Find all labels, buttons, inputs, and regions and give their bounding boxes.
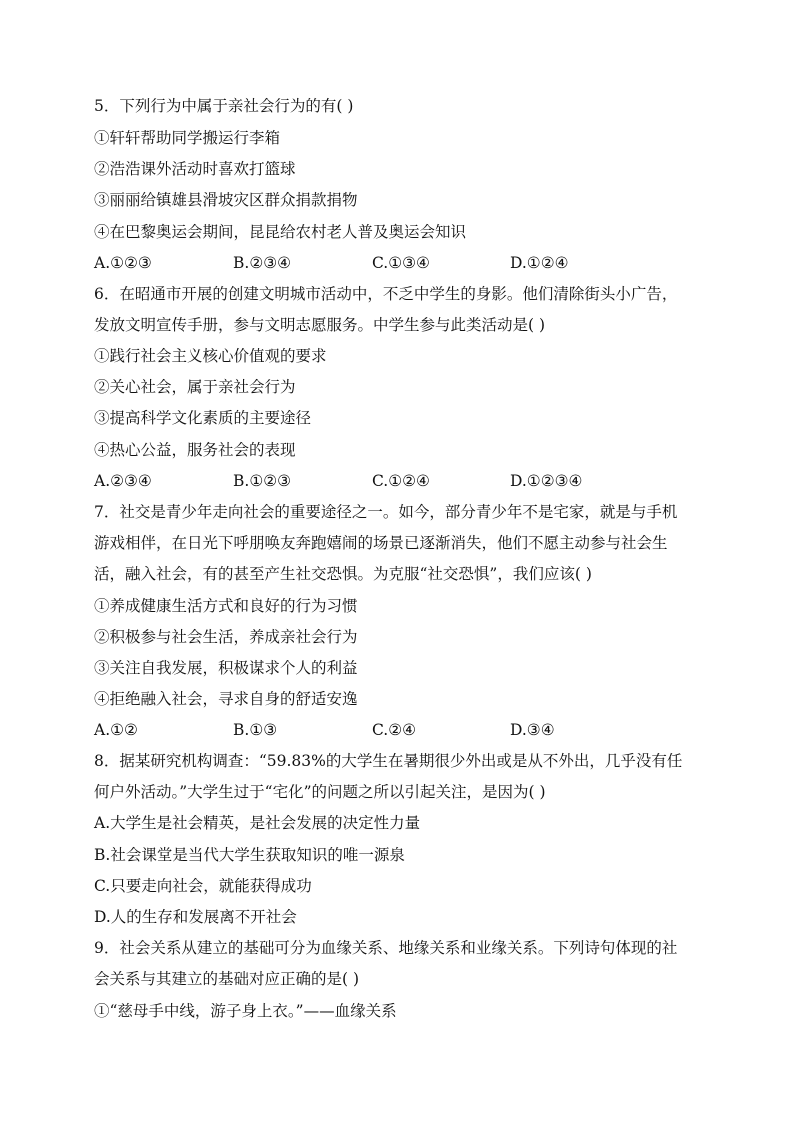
q6-statement-3: ③提高科学文化素质的主要途径 bbox=[94, 409, 312, 427]
q9-stem-line-1: 9．社会关系从建立的基础可分为血缘关系、地缘关系和业缘关系。下列诗句体现的社 bbox=[94, 939, 678, 957]
q6-option-d[interactable]: D.①②③④ bbox=[510, 472, 583, 490]
q6-option-c[interactable]: C.①②④ bbox=[372, 472, 430, 490]
q6-statement-2: ②关心社会，属于亲社会行为 bbox=[94, 378, 296, 396]
q6-option-b[interactable]: B.①②③ bbox=[233, 472, 292, 490]
q6-stem-line-1: 6．在昭通市开展的创建文明城市活动中，不乏中学生的身影。他们清除街头小广告， bbox=[94, 285, 678, 303]
q8-option-b[interactable]: B.社会课堂是当代大学生获取知识的唯一源泉 bbox=[94, 846, 405, 864]
q5-option-b[interactable]: B.②③④ bbox=[233, 254, 292, 272]
q6-stem-line-2: 发放文明宣传手册，参与文明志愿服务。中学生参与此类活动是( ) bbox=[94, 316, 546, 334]
q9-stem-line-2: 会关系与其建立的基础对应正确的是( ) bbox=[94, 970, 360, 988]
q5-option-d[interactable]: D.①②④ bbox=[510, 254, 569, 272]
q5-option-c[interactable]: C.①③④ bbox=[372, 254, 430, 272]
q8-option-c[interactable]: C.只要走向社会，就能获得成功 bbox=[94, 877, 312, 895]
q7-stem-line-1: 7．社交是青少年走向社会的重要途径之一。如今，部分青少年不是宅家，就是与手机 bbox=[94, 503, 678, 521]
q7-option-d[interactable]: D.③④ bbox=[510, 721, 555, 739]
q7-option-b[interactable]: B.①③ bbox=[233, 721, 278, 739]
q8-option-a[interactable]: A.大学生是社会精英，是社会发展的决定性力量 bbox=[94, 814, 421, 832]
q5-statement-3: ③丽丽给镇雄县滑坡灾区群众捐款捐物 bbox=[94, 191, 358, 209]
q7-stem-line-2: 游戏相伴，在日光下呼朋唤友奔跑嬉闹的场景已逐渐消失，他们不愿主动参与社会生 bbox=[94, 534, 668, 552]
q6-statement-1: ①践行社会主义核心价值观的要求 bbox=[94, 347, 327, 365]
q8-option-d[interactable]: D.人的生存和发展离不开社会 bbox=[94, 908, 297, 926]
q8-stem-line-1: 8．据某研究机构调查：“59.83%的大学生在暑期很少外出或是从不外出，几乎没有任 bbox=[94, 752, 683, 770]
q6-statement-4: ④热心公益，服务社会的表现 bbox=[94, 441, 296, 459]
q6-option-a[interactable]: A.②③④ bbox=[94, 472, 152, 490]
q7-statement-3: ③关注自我发展，积极谋求个人的利益 bbox=[94, 659, 358, 677]
q7-option-c[interactable]: C.②④ bbox=[372, 721, 417, 739]
q7-statement-1: ①养成健康生活方式和良好的行为习惯 bbox=[94, 597, 358, 615]
q7-statement-4: ④拒绝融入社会，寻求自身的舒适安逸 bbox=[94, 690, 358, 708]
q7-statement-2: ②积极参与社会生活，养成亲社会行为 bbox=[94, 628, 358, 646]
q9-statement-1: ①“慈母手中线，游子身上衣。”——血缘关系 bbox=[94, 1002, 397, 1020]
q5-statement-4: ④在巴黎奥运会期间，昆昆给农村老人普及奥运会知识 bbox=[94, 223, 467, 241]
q7-stem-line-3: 活，融入社会，有的甚至产生社交恐惧。为克服“社交恐惧”，我们应该( ) bbox=[94, 565, 592, 583]
q8-stem-line-2: 何户外活动。”大学生过于“宅化”的问题之所以引起关注，是因为( ) bbox=[94, 783, 546, 801]
q7-option-a[interactable]: A.①② bbox=[94, 721, 138, 739]
q5-option-a[interactable]: A.①②③ bbox=[94, 254, 152, 272]
q5-statement-1: ①轩轩帮助同学搬运行李箱 bbox=[94, 129, 281, 147]
q5-statement-2: ②浩浩课外活动时喜欢打篮球 bbox=[94, 160, 296, 178]
q5-stem: 5．下列行为中属于亲社会行为的有( ) bbox=[94, 97, 354, 115]
